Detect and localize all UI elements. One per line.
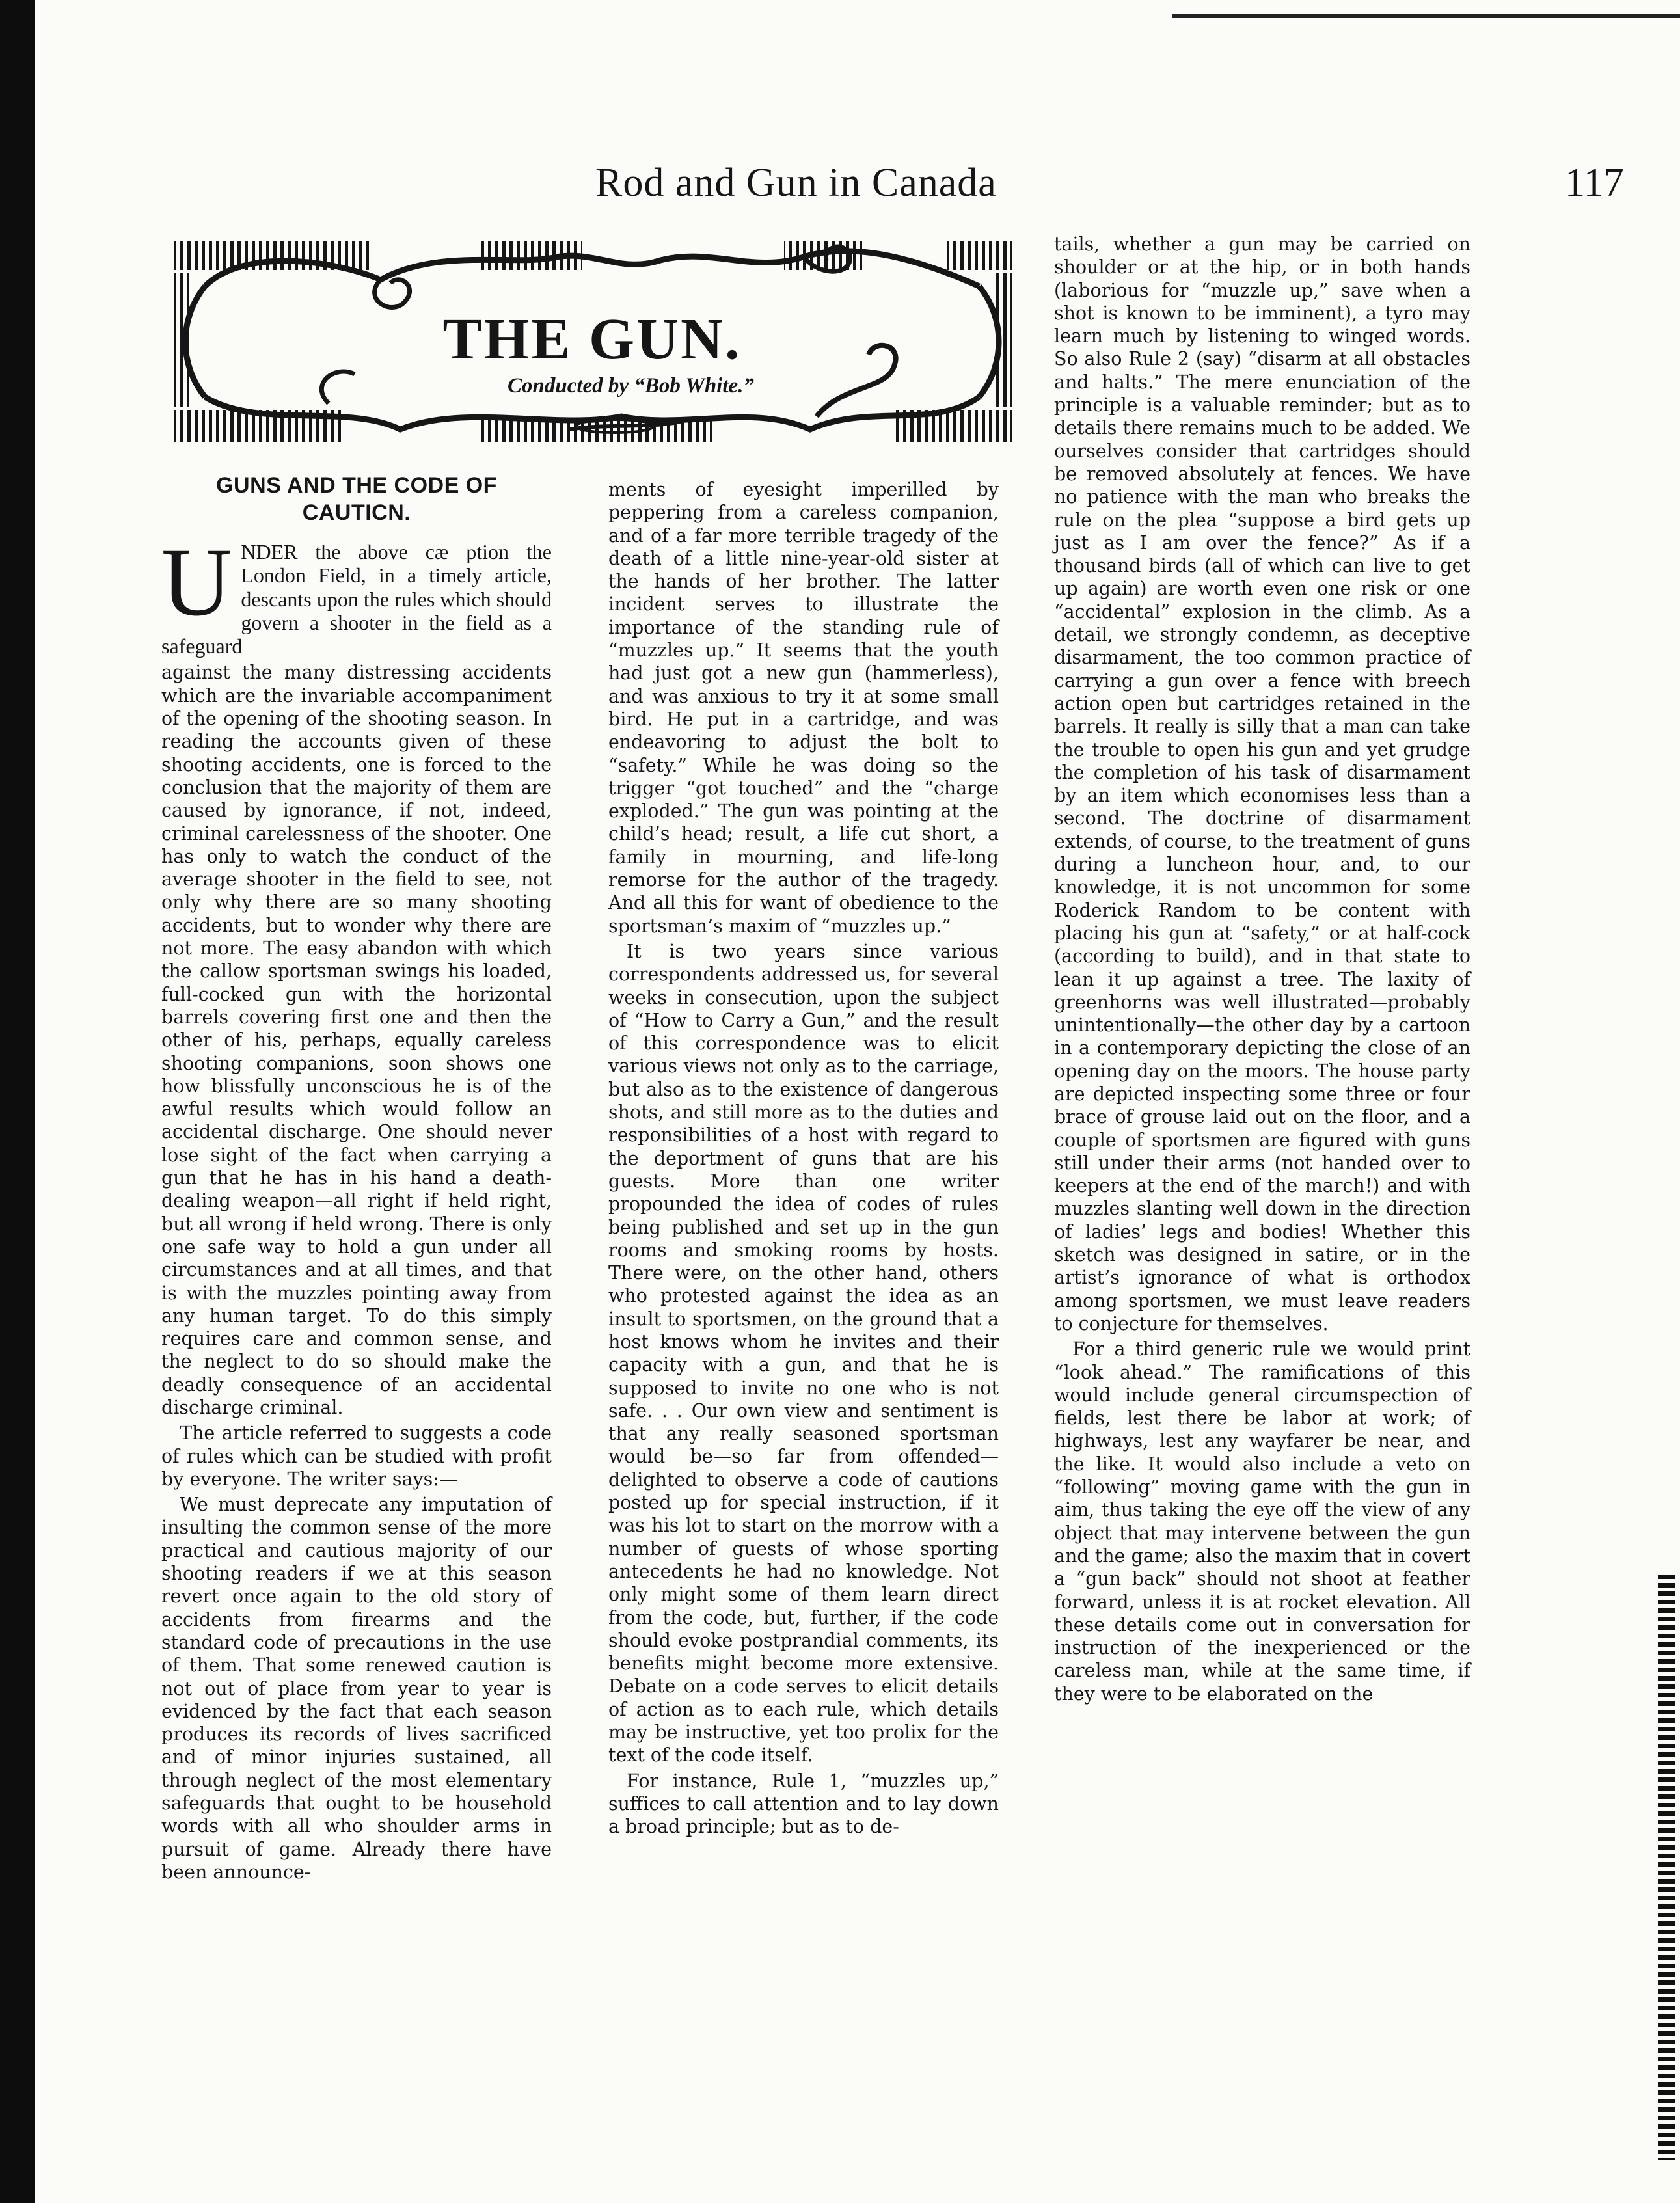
paragraph: tails, whether a gun may be carried on shoulder or at the hip, or in both hands (laborious for “muzzle up,” save when a shot is known to be imminent), a tyro may learn much by listening to winged words. So also Rule 2 (say) “disarm at all obstacles and halts.” The mere enunciation of the principle is a valuable reminder; but as to details there remains much to be added. We ourselves consider that cartridges should be removed absolutely at fences. We have no patience with the man who breaks the rule on the plea “suppose a bird gets up just as I am over the fence?” As if a thousand birds (all of which can live to get up again) are worth even one risk or one “accidental” explosion in the climb. As a detail, we strongly condemn, as deceptive disarmament, the too common practice of carrying a gun over a fence with breech action open but cartridges retained in the barrels. It really is silly that a man can take the trouble to open his gun and yet grudge the completion of his task of disarmament by an item which economises less than a second. The doctrine of disarmament extends, of course, to the treatment of guns during a luncheon hour, and, to our knowledge, it is not uncommon for some Roderick Random to be content with placing his gun at “safety,” or at half-cock (according to build), and in that state to lean it up against a tree. The laxity of greenhorns was well illustrated—probably unintentionally—the other day by a cartoon in a contemporary depicting the close of an opening day on the moors. The house party are depicted inspecting some three or four brace of grouse laid out on the floor, and a couple of sportsmen are figured with guns still under their arms (not handed over to keepers at the end of the march!) and with muzzles slanting well down in the direction of ladies’ legs and bodies! Whether this sketch was designed in satire, or in the artist’s ignorance of what is orthodox among sportsmen, we must leave readers to conjecture for themselves.: [1054, 234, 1470, 1334]
paragraph: ments of eyesight imperilled by peppering from a careless companion, and of a far more terrible tragedy of the death of a little nine-year-old sister at the hands of her brother. The latter incident serves to illustrate the importance of the standing rule of “muzzles up.” It seems that the youth had just got a new gun (hammerless), and was anxious to try it at some small bird. He put in a cartridge, and was endeavoring to adjust the bolt to “safety.” While he was doing so the trigger “got touched” and the “charge exploded.” The gun was pointing at the child’s head; result, a life cut short, a family in mourning, and life-long remorse for the author of the tragedy. And all this for want of obedience to the sportsman’s maxim of “muzzles up.”: [608, 479, 999, 937]
top-rule: [1172, 14, 1680, 18]
page-number: 117: [1565, 161, 1624, 205]
paragraph: against the many distressing accidents which are the invariable accompaniment of the opening of the shooting season. In reading the accounts given of these shooting accidents, one is forced to the conclusion that the majority of them are caused by ignorance, if not, indeed, criminal carelessness of the shooter. One has only to watch the conduct of the average shooter in the field to see, not only why there are so many shooting accidents, but to wonder why there are not more. The easy abandon with which the callow sportsman swings his loaded, full-cocked gun with the horizontal barrels covering first one and then the other of his, perhaps, equally careless shooting companions, soon shows one how blissfully unconscious he is of the awful results which would follow an accidental discharge. One should never lose sight of the fact when carrying a gun that he has in his hand a death-dealing weapon—all right if held right, but all wrong if held wrong. There is only one safe way to hold a gun under all circumstances and at all times, and that is with the muzzles pointing away from any human target. To do this simply requires care and common sense, and the neglect to do so should make the deadly consequence of an accidental discharge criminal.: [161, 662, 552, 1418]
article-heading: GUNS AND THE CODE OF CAUTICN.: [216, 473, 497, 525]
section-title: THE GUN.: [442, 307, 742, 372]
column-2: [608, 478, 999, 1841]
paragraph: The article referred to suggests a code of rules which can be studied with profit by everyone. The writer says:—: [161, 1422, 552, 1490]
paragraph: We must deprecate any imputation of insulting the common sense of the more practical and cautious majority of our shooting readers if we at this season revert once again to the old story of accidents from firearms and the standard code of precautions in the use of them. That some renewed caution is not out of place from year to year is evidenced by the fact that each season produces its records of lives sacrificed and of minor injuries sustained, all through neglect of the most elementary safeguards that ought to be household words with all who shoulder arms in pursuit of game. Already there have been announce-: [161, 1494, 552, 1883]
lead-paragraph: [161, 528, 552, 658]
paragraph: It is two years since various correspondents addressed us, for several weeks in consecution, upon the subject of “How to Carry a Gun,” and the result of this correspondence was to elicit various views not only as to the carriage, but also as to the existence of dangerous shots, and still more as to the duties and responsibilities of a host with regard to the deportment of guns that are his guests. More than one writer propounded the idea of codes of rules being published and set up in the gun rooms and smoking rooms by hosts. There were, on the other hand, others who protested against the idea as an insult to sportsmen, on the ground that a host knows whom he invites and their capacity with a gun, and that he is supposed to invite no one who is not safe. . . Our own view and sentiment is that any really seasoned sportsman would be—so far from offended—delighted to observe a code of cautions posted up for special instruction, if it was his lot to start on the morrow with a number of guests of whose sporting antecedents he had no knowledge. Not only might some of them learn direct from the code, but, further, if the code should evoke postprandial comments, its benefits might become more extensive. Debate on a code serves to elicit details of action as to each rule, which details may be instructive, yet too prolix for the text of the code itself.: [608, 940, 999, 1766]
column-1: [161, 472, 552, 1886]
scan-edge-marks: [1658, 1575, 1675, 2160]
scan-edge-bar: [0, 0, 35, 2203]
drop-cap: U: [161, 528, 232, 636]
running-title: Rod and Gun in Canada: [595, 161, 997, 205]
paragraph: For a third generic rule we would print “look ahead.” The ramifications of this would include general circumspection of fields, lest there be labor at work; of highways, lest any wayfarer be near, and the like. It would also include a veto on “following” moving game with the gun in aim, thus taking the eye off the view of any object that may intervene between the gun and the game; also the maxim that in covert a “gun back” should not shoot at feather forward, unless it is at rocket elevation. All these details come out in conversation for instruction of the inexperienced or the careless man, while at the same time, if they were to be elaborated on the: [1054, 1338, 1470, 1705]
paragraph: For instance, Rule 1, “muzzles up,” suffices to call attention and to lay down a broad principle; but as to de-: [608, 1770, 999, 1838]
section-byline: Conducted by “Bob White.”: [508, 374, 754, 398]
column-3: [1054, 233, 1470, 1708]
lead-text: NDER the above cæ ption the London Field, in a timely article, descants upon the rules which should govern a shooter in the field as a safeguard: [161, 540, 552, 658]
section-banner: [166, 234, 1018, 449]
